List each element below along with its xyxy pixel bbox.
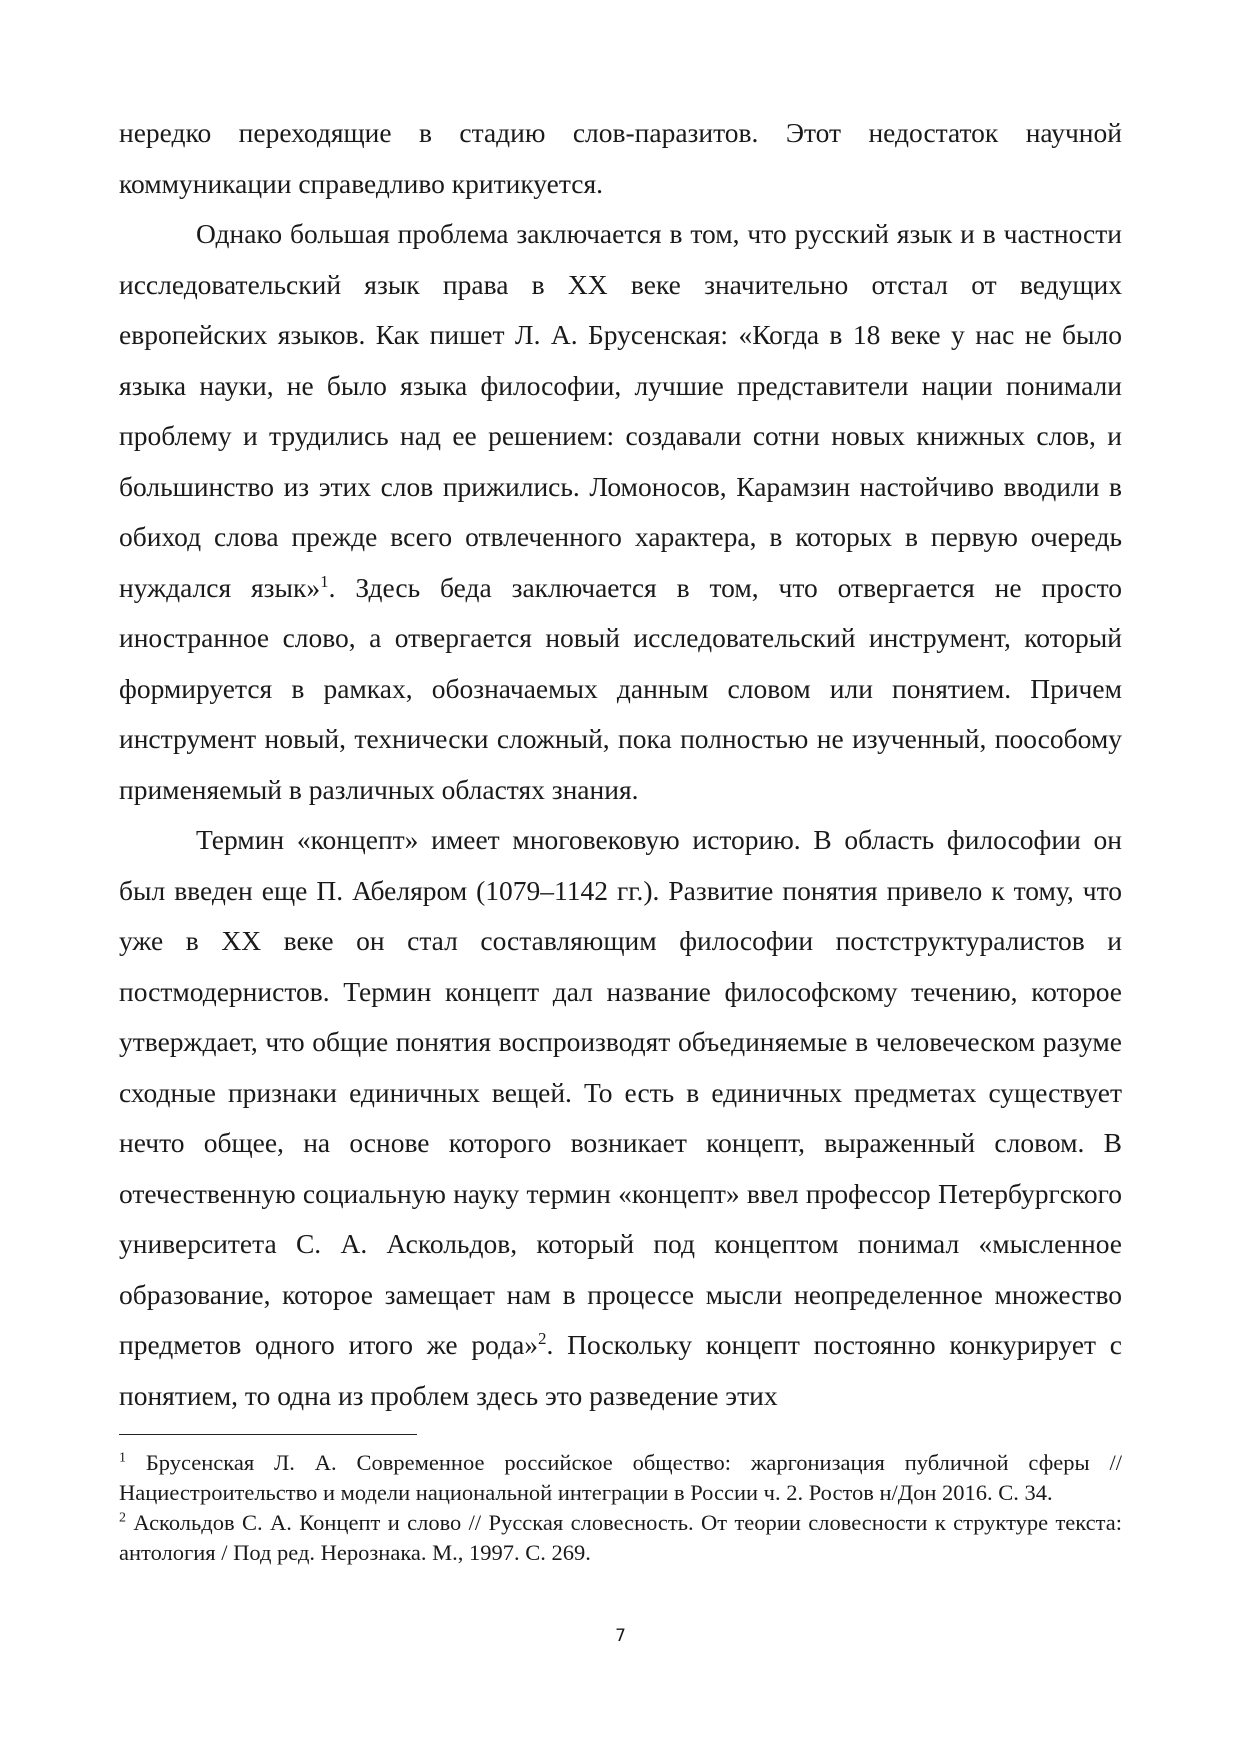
paragraph-2 bbox=[119, 209, 1122, 815]
footnote-2 bbox=[119, 1508, 1122, 1568]
paragraph-3 bbox=[119, 815, 1122, 1421]
paragraph-1-text: нередко переходящие в стадию слов-паразитов. Этот недостаток научной коммуникации справедливо критикуется. bbox=[119, 117, 1122, 199]
footnote-1-text: Брусенская Л. А. Современное российское общество: жаргонизация публичной сферы // Нациестроительство и модели национальной интеграции в России ч. 2. Ростов н/Дон 2016. С. 34. bbox=[119, 1450, 1122, 1505]
page-number: 7 bbox=[615, 1626, 626, 1646]
footnote-ref-1[interactable]: 1 bbox=[320, 571, 329, 591]
paragraph-3-text-after: . Поскольку концепт постоянно конкурирует с понятием, то одна из проблем здесь это разведение этих bbox=[119, 1329, 1123, 1411]
paragraph-2-text-before: Однако большая проблема заключается в том, что русский язык и в частности исследовательский язык права в XX веке значительно отстал от ведущих европейских языков. Как пишет Л. А. Брусенская: «Когда в 18 веке у нас не было языка науки, не было языка философии, лучшие представители нации понимали проблему и трудились над ее решением: создавали сотни новых книжных слов, и большинство из этих слов прижились. Ломоносов, Карамзин настойчиво вводили в обиход слова прежде всего отвлеченного характера, в которых в первую очередь нуждался язык» bbox=[119, 218, 1122, 603]
footnote-2-text: Аскольдов С. А. Концепт и слово // Русская словесность. От теории словесности к структуре текста: антология / Под ред. Нерознака. М., 1997. С. 269. bbox=[119, 1510, 1122, 1565]
paragraph-1 bbox=[119, 108, 1122, 209]
footnote-ref-2[interactable]: 2 bbox=[538, 1328, 547, 1348]
footnotes bbox=[119, 1448, 1122, 1568]
footnote-2-number: 2 bbox=[119, 1510, 126, 1526]
main-text bbox=[119, 108, 1122, 1421]
footnote-1-number: 1 bbox=[119, 1450, 126, 1466]
footnote-1 bbox=[119, 1448, 1122, 1508]
footnote-separator bbox=[119, 1434, 417, 1435]
paragraph-2-text-after: . Здесь беда заключается в том, что отвергается не просто иностранное слово, а отвергается новый исследовательский инструмент, который формируется в рамках, обозначаемых данным словом или понятием. Причем инструмент новый, технически сложный, пока полностью не изученный, поособому применяемый в различных областях знания. bbox=[119, 571, 1122, 805]
paragraph-3-text-before: Термин «концепт» имеет многовековую историю. В область философии он был введен еще П. Абеляром (1079–1142 гг.). Развитие понятия привело к тому, что уже в XX веке он стал составляющим философии постструктуралистов и постмодернистов. Термин концепт дал название философскому течению, которое утверждает, что общие понятия воспроизводят объединяемые в человеческом разуме сходные признаки единичных вещей. То есть в единичных предметах существует нечто общее, на основе которого возникает концепт, выраженный словом. В отечественную социальную науку термин «концепт» ввел профессор Петербургского университета С. А. Аскольдов, который под концептом понимал «мысленное образование, которое замещает нам в процессе мысли неопределенное множество предметов одного итого же рода» bbox=[119, 824, 1122, 1360]
